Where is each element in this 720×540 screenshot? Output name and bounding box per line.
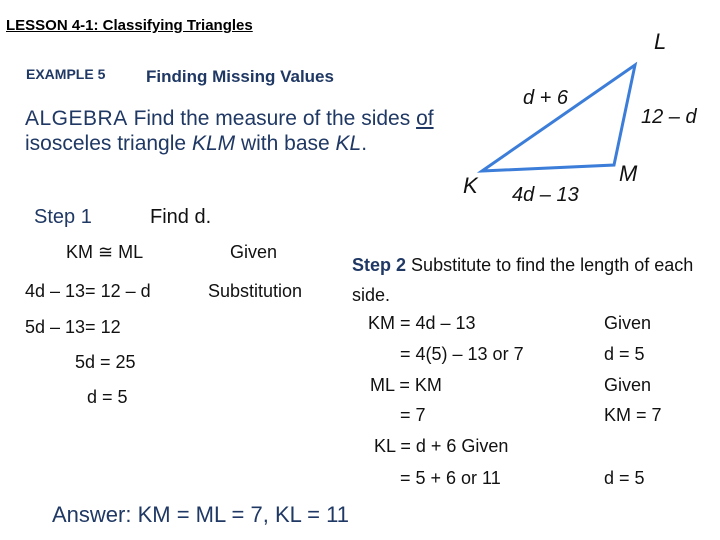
triangle-shape bbox=[482, 65, 635, 171]
step2-text: Substitute to find the length of each side. bbox=[352, 255, 694, 305]
step2-eq-1: KM = 4d – 13 bbox=[368, 313, 476, 333]
side-km-label: 4d – 13 bbox=[512, 184, 579, 205]
step1-label: Step 1 bbox=[34, 206, 92, 228]
answer bbox=[52, 502, 349, 528]
problem-end: . bbox=[361, 132, 368, 155]
step1-row-1: KM ≅ ML bbox=[66, 242, 144, 262]
example-label: EXAMPLE 5 bbox=[26, 66, 106, 82]
problem-text-4: with base bbox=[240, 132, 330, 155]
problem-base: KL bbox=[335, 132, 362, 155]
problem-text-3: isosceles triangle bbox=[25, 132, 187, 155]
answer-text: KM = ML = 7, KL = 11 bbox=[137, 502, 349, 527]
step1-text: Find d. bbox=[150, 206, 212, 228]
step2-reason-1: Given bbox=[604, 313, 652, 333]
step1-row-2: 4d – 13= 12 – d bbox=[25, 281, 151, 301]
step1-row-5: d = 5 bbox=[87, 387, 128, 407]
triangle-figure bbox=[455, 25, 705, 205]
step1-reason-1: Given bbox=[230, 242, 278, 262]
step2-eq-2: = 4(5) – 13 or 7 bbox=[400, 344, 524, 364]
problem-statement bbox=[25, 106, 455, 156]
problem-lead: ALGEBRA bbox=[25, 107, 128, 130]
vertex-k-label: K bbox=[463, 173, 478, 198]
step2-reason-3: Given bbox=[604, 375, 652, 395]
problem-text-2: of bbox=[416, 107, 434, 130]
step1-row-3: 5d – 13= 12 bbox=[25, 317, 121, 337]
side-kl-label: d + 6 bbox=[523, 87, 569, 109]
step2-reason-6: d = 5 bbox=[604, 468, 645, 488]
vertex-m-label: M bbox=[619, 161, 638, 186]
step2-reason-4: KM = 7 bbox=[604, 405, 662, 425]
step2-reason-2: d = 5 bbox=[604, 344, 645, 364]
step2-eq-4: = 7 bbox=[400, 405, 426, 425]
example-title: Finding Missing Values bbox=[146, 67, 334, 86]
step2-eq-3: ML = KM bbox=[370, 375, 442, 395]
step2-eq-5: KL = d + 6 Given bbox=[374, 436, 509, 456]
step2-eq-6: = 5 + 6 or 11 bbox=[400, 468, 501, 488]
answer-label: Answer: bbox=[52, 502, 132, 527]
step2-block bbox=[352, 250, 712, 310]
problem-text-1: Find the measure of the sides bbox=[133, 107, 411, 130]
vertex-l-label: L bbox=[654, 29, 667, 54]
step1-reason-2: Substitution bbox=[208, 281, 303, 301]
step1-row-4: 5d = 25 bbox=[75, 352, 136, 372]
step2-label: Step 2 bbox=[352, 255, 407, 275]
lesson-title: LESSON 4-1: Classifying Triangles bbox=[6, 17, 253, 34]
problem-triangle: KLM bbox=[191, 132, 236, 155]
side-lm-label: 12 – d bbox=[641, 106, 697, 128]
